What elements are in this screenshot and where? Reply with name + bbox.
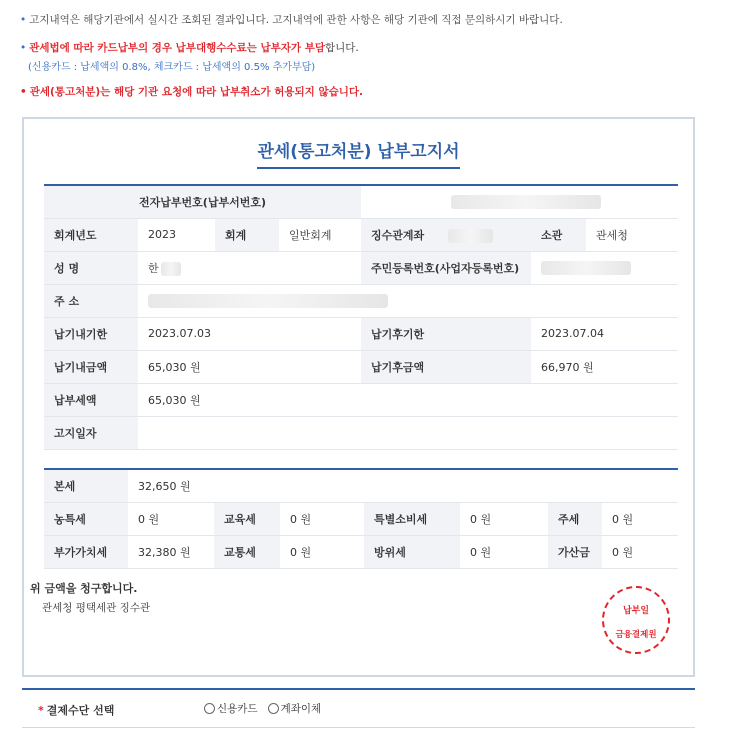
notice-line-2 — [20, 40, 359, 55]
edu-tax-value: 0 원 — [280, 502, 364, 535]
card-fee-tail: 합니다. — [325, 42, 359, 54]
claim-statement: 위 금액을 청구합니다. — [30, 582, 138, 595]
masked-value — [541, 261, 631, 275]
table-row — [44, 383, 678, 416]
table-row — [44, 502, 678, 535]
special-tax-label: 특별소비세 — [364, 502, 460, 535]
name-text: 한 — [148, 261, 159, 275]
masked-value — [161, 262, 181, 276]
table-row — [44, 469, 678, 502]
payment-method-bar — [22, 688, 695, 728]
masked-value — [451, 195, 601, 209]
table-row — [44, 535, 678, 568]
elec-no-label: 전자납부번호(납부서번호) — [44, 185, 361, 218]
jurisdiction-label: 소관 — [531, 218, 586, 251]
table-row — [44, 416, 678, 449]
payment-stamp — [602, 586, 670, 654]
jurisdiction-value: 관세청 — [586, 218, 678, 251]
cancel-not-allowed-warning: 관세(통고처분)는 해당 기관 요청에 따라 납부취소가 허용되지 않습니다. — [29, 86, 364, 98]
table-row — [44, 284, 678, 317]
address-label: 주 소 — [44, 284, 138, 317]
address-value — [138, 284, 678, 317]
tax-amount-label: 납부세액 — [44, 383, 138, 416]
option-credit-card[interactable] — [204, 701, 258, 716]
id-number-value — [531, 251, 678, 284]
amount-before-label: 납기내금액 — [44, 350, 138, 383]
radio-bank-transfer[interactable] — [268, 703, 279, 714]
notice-line-3 — [20, 84, 363, 99]
stamp-date-label: 납부일 — [622, 606, 650, 616]
table-row — [44, 317, 678, 350]
notice-date-value — [138, 416, 678, 449]
tax-breakdown-table — [44, 468, 678, 569]
liquor-tax-label: 주세 — [548, 502, 602, 535]
option-bank-transfer[interactable] — [268, 701, 322, 716]
option-credit-card-label: 신용카드 — [217, 703, 258, 715]
liquor-tax-value: 0 원 — [602, 502, 678, 535]
payment-method-label-text: 결제수단 선택 — [46, 704, 115, 717]
tax-amount-value: 65,030 원 — [138, 383, 678, 416]
agri-tax-value: 0 원 — [128, 502, 214, 535]
notice-date-label: 고지일자 — [44, 416, 138, 449]
bullet-icon: • — [20, 14, 27, 26]
bill-title: 관세(통고처분) 납부고지서 — [257, 137, 459, 169]
defense-tax-value: 0 원 — [460, 535, 548, 568]
payment-options — [204, 701, 321, 716]
id-number-label: 주민등록번호(사업자등록번호) — [361, 251, 531, 284]
table-row — [44, 251, 678, 284]
traffic-tax-value: 0 원 — [280, 535, 364, 568]
table-row — [44, 350, 678, 383]
required-mark: * — [38, 704, 44, 717]
edu-tax-label: 교육세 — [214, 502, 280, 535]
radio-credit-card[interactable] — [204, 703, 215, 714]
penalty-value: 0 원 — [602, 535, 678, 568]
card-fee-warning: 관세법에 따라 카드납부의 경우 납부대행수수료는 납부자가 부담 — [29, 42, 325, 54]
bullet-icon: • — [20, 86, 27, 98]
collect-account-label — [361, 218, 531, 251]
bullet-icon: • — [20, 42, 27, 54]
table-row — [44, 218, 678, 251]
notice-text-1: 고지내역은 해당기관에서 실시간 조회된 결과입니다. 고지내역에 관한 사항은 해당 기관에 직접 문의하시기 바랍니다. — [29, 14, 563, 26]
payment-method-label — [38, 702, 114, 718]
penalty-label: 가산금 — [548, 535, 602, 568]
collector-office: 관세청 평택세관 징수관 — [42, 602, 151, 614]
stamp-org-label: 금융결제원 — [615, 630, 657, 640]
special-tax-value: 0 원 — [460, 502, 548, 535]
fiscal-year-label: 회계년도 — [44, 218, 138, 251]
account-value: 일반회계 — [279, 218, 361, 251]
bill-info-table — [44, 184, 678, 450]
due-after-label: 납기후기한 — [361, 317, 531, 350]
base-tax-value: 32,650 원 — [128, 469, 678, 502]
collect-account-label-text: 징수관계좌 — [371, 228, 425, 242]
notice-line-1 — [20, 12, 563, 27]
vat-value: 32,380 원 — [128, 535, 214, 568]
traffic-tax-label: 교통세 — [214, 535, 280, 568]
base-tax-label: 본세 — [44, 469, 128, 502]
option-bank-transfer-label: 계좌이체 — [280, 703, 322, 715]
due-before-label: 납기내기한 — [44, 317, 138, 350]
card-fee-detail: (신용카드 : 납세액의 0.8%, 체크카드 : 납세액의 0.5% 추가부담) — [28, 62, 316, 73]
table-row — [44, 185, 678, 218]
vat-label: 부가가치세 — [44, 535, 128, 568]
agri-tax-label: 농특세 — [44, 502, 128, 535]
amount-after-value: 66,970 원 — [531, 350, 678, 383]
account-label: 회계 — [215, 218, 279, 251]
amount-after-label: 납기후금액 — [361, 350, 531, 383]
amount-before-value: 65,030 원 — [138, 350, 361, 383]
name-label: 성 명 — [44, 251, 138, 284]
due-before-value: 2023.07.03 — [138, 317, 361, 350]
masked-value — [148, 294, 388, 308]
defense-tax-label: 방위세 — [364, 535, 460, 568]
bill-title-wrap — [24, 137, 693, 169]
elec-no-value — [361, 185, 678, 218]
name-value — [138, 251, 361, 284]
masked-value — [448, 229, 493, 243]
fiscal-year-value: 2023 — [138, 218, 215, 251]
due-after-value: 2023.07.04 — [531, 317, 678, 350]
